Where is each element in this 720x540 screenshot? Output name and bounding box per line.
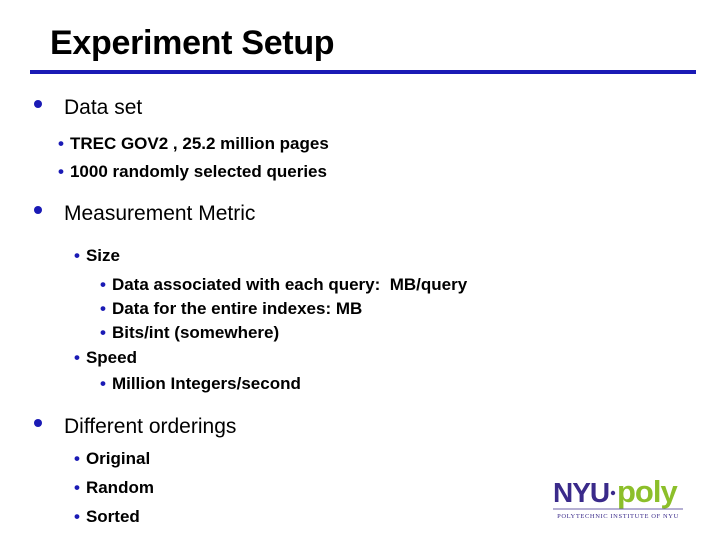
- item-text: Million Integers/second: [111, 374, 301, 393]
- item-text: Random: [85, 478, 154, 497]
- list-item: [74, 246, 120, 266]
- bullet-icon: •: [100, 275, 106, 294]
- item-text: Sorted: [85, 507, 140, 526]
- heading-text: Measurement Metric: [64, 202, 256, 225]
- nyu-poly-logo: [541, 470, 695, 524]
- heading-text: Different orderings: [64, 415, 237, 438]
- logo-tagline: POLYTECHNIC INSTITUTE OF NYU: [557, 513, 679, 520]
- bullet-icon: •: [74, 478, 80, 497]
- bullet-icon: •: [58, 134, 64, 153]
- list-item: [100, 374, 301, 394]
- list-item: [74, 348, 137, 368]
- list-item: [74, 507, 140, 527]
- bullet-icon: •: [74, 507, 80, 526]
- item-text: Size: [85, 246, 120, 265]
- section-heading-different-orderings: [34, 415, 236, 439]
- list-item: [100, 323, 279, 343]
- item-text: Data associated with each query: MB/query: [111, 275, 468, 294]
- bullet-icon: •: [58, 162, 64, 181]
- bullet-icon: •: [74, 246, 80, 265]
- bullet-icon: [34, 206, 42, 214]
- list-item: [58, 134, 329, 154]
- list-item: [100, 275, 467, 295]
- list-item: [58, 162, 327, 182]
- item-text: TREC GOV2 , 25.2 million pages: [69, 134, 329, 153]
- item-text: Data for the entire indexes: MB: [111, 299, 363, 318]
- list-item: [100, 299, 362, 319]
- bullet-icon: •: [100, 374, 106, 393]
- bullet-icon: [34, 100, 42, 108]
- item-text: Bits/int (somewhere): [111, 323, 280, 342]
- item-text: Speed: [85, 348, 137, 367]
- bullet-icon: •: [100, 323, 106, 342]
- bullet-icon: •: [74, 348, 80, 367]
- bullet-icon: [34, 419, 42, 427]
- title-rule: [30, 70, 696, 74]
- list-item: [74, 449, 150, 469]
- bullet-icon: •: [100, 299, 106, 318]
- list-item: [74, 478, 154, 498]
- section-heading-measurement-metric: [34, 202, 255, 226]
- item-text: 1000 randomly selected queries: [69, 162, 327, 181]
- svg-text:poly: poly: [617, 474, 677, 509]
- svg-text:NYU: NYU: [553, 477, 610, 508]
- item-text: Original: [85, 449, 151, 468]
- slide-title: Experiment Setup: [50, 24, 335, 62]
- heading-text: Data set: [64, 96, 143, 119]
- bullet-icon: •: [74, 449, 80, 468]
- section-heading-data-set: [34, 96, 142, 120]
